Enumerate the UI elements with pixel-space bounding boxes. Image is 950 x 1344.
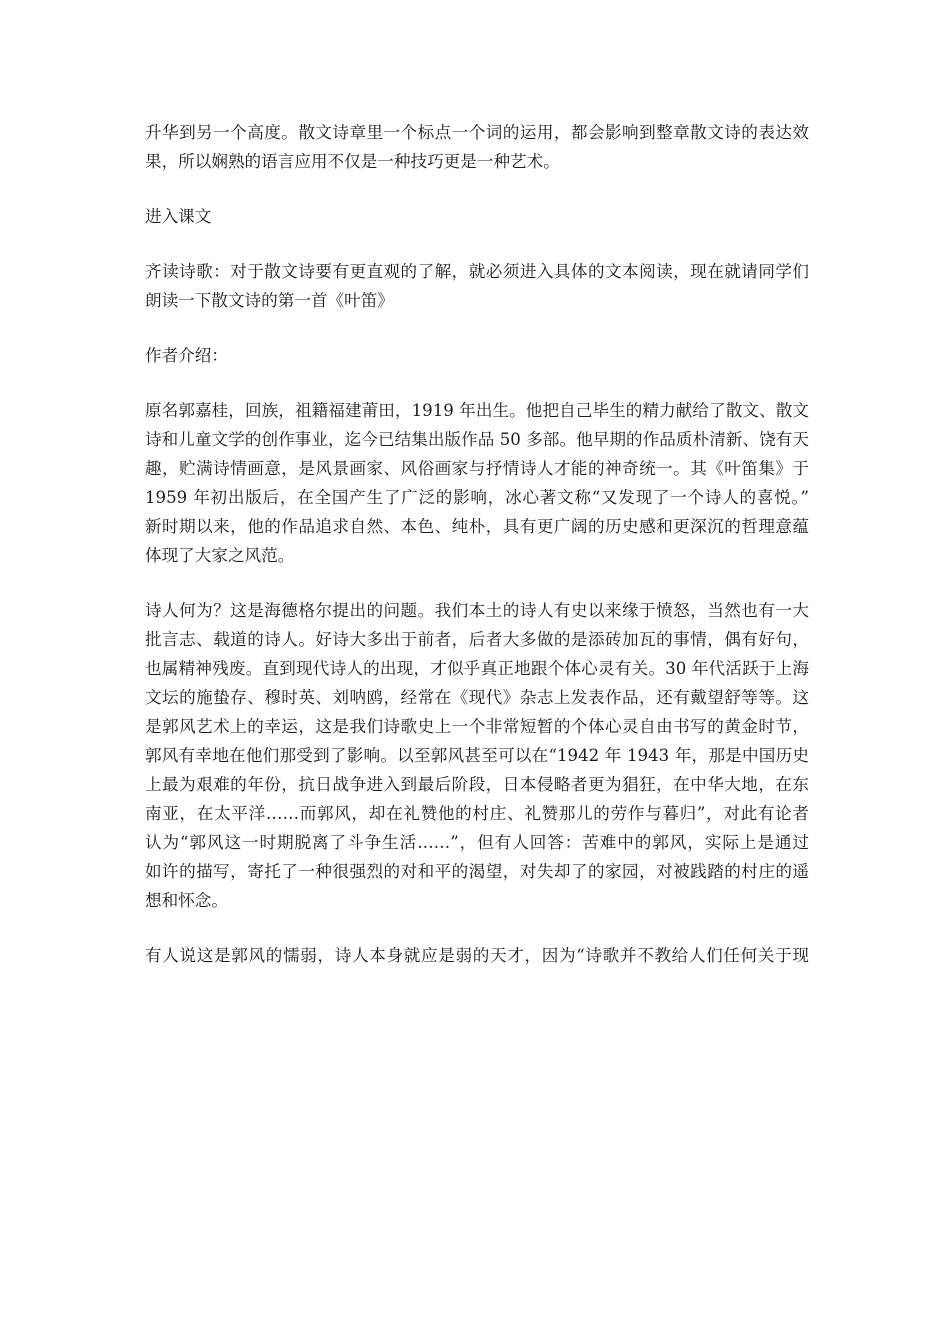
text-line: 趣，贮满诗情画意，是风景画家、风俗画家与抒情诗人才能的神奇统一。其《叶笛集》于 [145, 459, 809, 478]
text-line: 作者介绍： [145, 346, 228, 365]
text-line: 体现了大家之风范。 [145, 546, 295, 565]
document-page [145, 118, 809, 996]
text-line: 如许的描写，寄托了一种很强烈的对和平的渴望，对失却了的家园，对被践踏的村庄的遥 [145, 862, 809, 881]
text-line: 新时期以来，他的作品追求自然、本色、纯朴，具有更广阔的历史感和更深沉的哲理意蕴 [145, 517, 809, 536]
text-line: 有人说这是郭风的懦弱，诗人本身就应是弱的天才，因为“诗歌并不教给人们任何关于现 [145, 946, 809, 965]
text-line: 想和怀念。 [145, 891, 228, 910]
text-line: 南亚，在太平洋……而郭风，却在礼赞他的村庄、礼赞那儿的劳作与暮归”，对此有论者 [145, 804, 809, 823]
paragraph-intro-conclusion [145, 118, 809, 176]
text-line: 诗人何为？这是海德格尔提出的问题。我们本土的诗人有史以来缘于愤怒，当然也有一大 [145, 601, 809, 620]
section-heading-enter-text [145, 202, 809, 231]
text-line: 齐读诗歌：对于散文诗要有更直观的了解，就必须进入具体的文本阅读，现在就请同学们 [145, 262, 809, 281]
text-line: 上最为艰难的年份，抗日战争进入到最后阶段，日本侵略者更为猖狂，在中华大地，在东 [145, 775, 809, 794]
text-line: 文坛的施蛰存、穆时英、刘呐鸥，经常在《现代》杂志上发表作品，还有戴望舒等等。这 [145, 688, 809, 707]
text-line: 原名郭嘉桂，回族，祖籍福建莆田，1919 年出生。他把自己毕生的精力献给了散文、散文 [145, 401, 809, 420]
paragraph-read-poem [145, 257, 809, 315]
text-line: 进入课文 [145, 207, 212, 226]
text-line: 也属精神残废。直到现代诗人的出现，才似乎真正地跟个体心灵有关。30 年代活跃于上海 [145, 659, 809, 678]
text-line: 诗和儿童文学的创作事业，迄今已结集出版作品 50 多部。他早期的作品质朴清新、饶有天 [145, 430, 809, 449]
paragraph-poet-purpose [145, 596, 809, 915]
text-line: 1959 年初出版后，在全国产生了广泛的影响，冰心著文称“又发现了一个诗人的喜悦。” [145, 488, 809, 507]
text-line: 果，所以娴熟的语言应用不仅是一种技巧更是一种艺术。 [145, 152, 560, 171]
text-line: 批言志、载道的诗人。好诗大多出于前者，后者大多做的是添砖加瓦的事情，偶有好句， [145, 630, 809, 649]
text-line: 是郭风艺术上的幸运，这是我们诗歌史上一个非常短暂的个体心灵自由书写的黄金时节， [145, 717, 809, 736]
text-line: 郭风有幸地在他们那受到了影响。以至郭风甚至可以在“1942 年 1943 年，那是中国历史 [145, 746, 809, 765]
paragraph-author-bio [145, 396, 809, 570]
paragraph-weakness [145, 941, 809, 970]
text-line: 朗读一下散文诗的第一首《叶笛》 [145, 291, 394, 310]
text-line: 升华到另一个高度。散文诗章里一个标点一个词的运用，都会影响到整章散文诗的表达效 [145, 123, 809, 142]
text-line: 认为“郭风这一时期脱离了斗争生活……”，但有人回答：苦难中的郭风，实际上是通过 [145, 833, 809, 852]
section-heading-author-intro [145, 341, 809, 370]
